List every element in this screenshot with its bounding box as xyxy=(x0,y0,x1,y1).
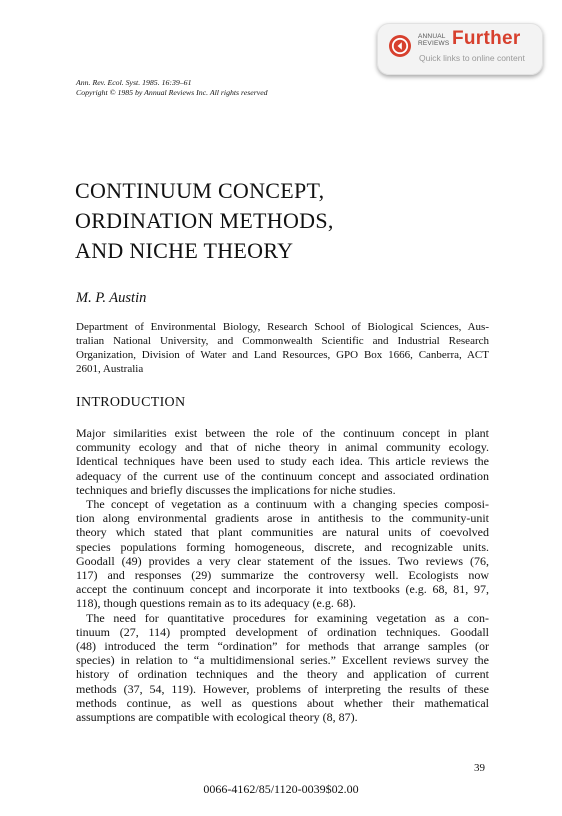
body-line: methods (37, 54, 119). However, problems of interpreting the results of these xyxy=(76,681,489,696)
banner-subtitle: Quick links to online content xyxy=(419,53,525,63)
body-line: assumptions are compatible with ecological theory (8, 87). xyxy=(76,710,358,725)
body-line: techniques and briefly discusses the implications for niche studies. xyxy=(76,482,396,497)
body-line: history of ordination techniques and the theory and application of current xyxy=(76,667,489,682)
play-arrow-icon xyxy=(389,35,411,57)
title-line: AND NICHE THEORY xyxy=(75,238,294,263)
title-line: ORDINATION METHODS, xyxy=(75,208,334,233)
affiliation-line: 2601, Australia xyxy=(76,363,144,375)
body-line: (48) introduced the term “ordination” for methods that arrange samples (or xyxy=(76,639,489,654)
banner-annual: ANNUAL xyxy=(418,33,446,40)
introduction-body xyxy=(76,426,489,724)
body-line: species populations forming homogeneous, discrete, and recognizable units. xyxy=(76,539,489,554)
body-line: adequacy of the current use of the continuum concept and associated ordination xyxy=(76,468,489,483)
body-line: tinuum (27, 114) prompted development of ordination techniques. Goodall xyxy=(76,624,489,639)
affiliation-line: tralian National University, and Commonwealth Scientific and Industrial Research xyxy=(76,335,489,347)
affiliation-line: Organization, Division of Water and Land Resources, GPO Box 1666, Canberra, ACT xyxy=(76,349,489,361)
section-heading: INTRODUCTION xyxy=(76,395,186,410)
body-line: Identical techniques have been used to study each idea. This article reviews the xyxy=(76,454,489,469)
author-affiliation xyxy=(76,320,489,376)
author-name: M. P. Austin xyxy=(76,290,147,306)
body-line: theory which stated that plant communities are natural units of coevolved xyxy=(76,525,489,540)
body-line: 117) and responses (29) summarize the controversy well. Ecologists now xyxy=(76,568,489,583)
body-line: species) in relation to “a multidimensional series.” Excellent reviews survey the xyxy=(76,653,489,668)
annual-reviews-further-banner[interactable] xyxy=(377,23,543,75)
banner-brand-small xyxy=(418,33,449,47)
body-line: tion along environmental gradients arose in antithesis to the community-unit xyxy=(76,511,489,526)
affiliation-line: Department of Environmental Biology, Research School of Biological Sciences, Aus- xyxy=(76,321,489,333)
body-line: methods continue, as well as questions about whether their mathematical xyxy=(76,695,489,710)
body-line: accept the continuum concept and incorporate it into textbooks (e.g. 68, 81, 97, xyxy=(76,582,489,597)
body-line: community ecology and that of niche theory in animal community ecology. xyxy=(76,440,489,455)
body-line: 118), though questions remain as to its adequacy (e.g. 68). xyxy=(76,596,356,611)
journal-citation xyxy=(76,78,376,98)
banner-reviews: REVIEWS xyxy=(418,40,450,47)
body-line: Goodall (49) provides a very clear statement of the issues. Two reviews (76, xyxy=(76,553,489,568)
page-number: 39 xyxy=(474,762,485,774)
body-line: The need for quantitative procedures for examining vegetation as a con- xyxy=(86,610,489,625)
body-line: The concept of vegetation as a continuum with a changing species composi- xyxy=(86,497,489,512)
title-line: CONTINUUM CONCEPT, xyxy=(75,178,325,203)
body-line: Major similarities exist between the role of the continuum concept in plant xyxy=(76,426,489,440)
journal-line: Ann. Rev. Ecol. Syst. 1985. 16:39–61 xyxy=(76,78,192,87)
copyright-line: Copyright © 1985 by Annual Reviews Inc. All rights reserved xyxy=(76,88,268,97)
article-code: 0066-4162/85/1120-0039$02.00 xyxy=(203,782,359,796)
article-title xyxy=(75,176,495,266)
banner-further: Further xyxy=(452,28,521,49)
